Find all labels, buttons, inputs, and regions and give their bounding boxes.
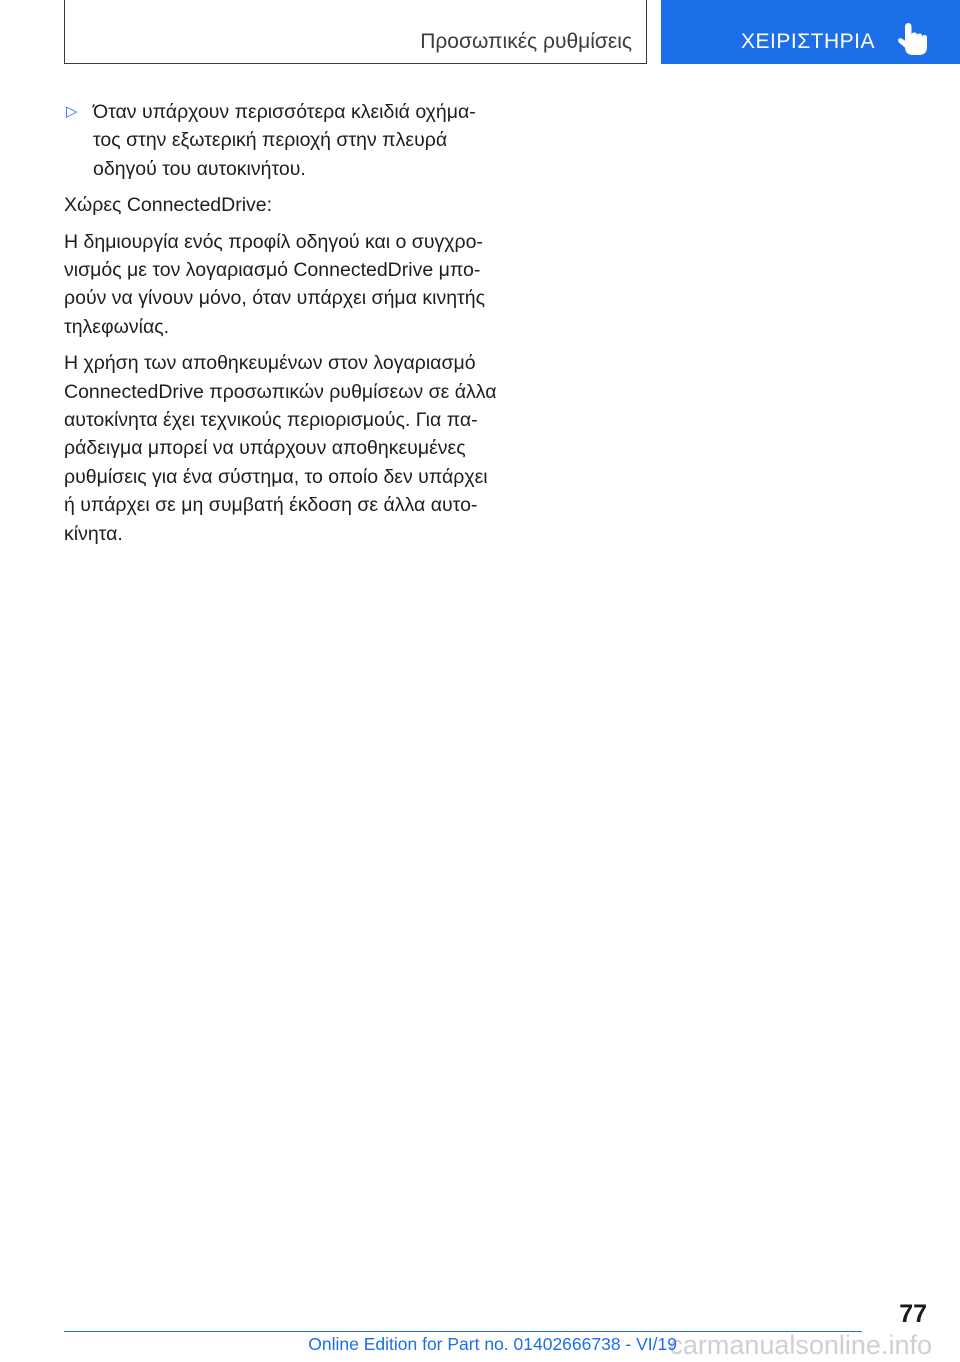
text-line: κίνητα.: [64, 522, 123, 545]
triangle-bullet-icon: ▷: [66, 103, 78, 120]
section-title: Προσωπικές ρυθμίσεις: [420, 30, 632, 53]
hand-pointer-icon: [897, 22, 931, 56]
chapter-tab-label: ΧΕΙΡΙΣΤΗΡΙΑ: [741, 30, 876, 53]
text-line: Η δημιουργία ενός προφίλ οδηγού και ο συγχρο-: [64, 230, 483, 253]
bullet-item: [64, 98, 484, 183]
page-content: [64, 98, 497, 556]
text-line: ή υπάρχει σε μη συμβατή έκδοση σε άλλα αυτο-: [64, 494, 478, 517]
text-line: ράδειγμα μπορεί να υπάρχουν αποθηκευμένες: [64, 437, 466, 460]
text-line: τος στην εξωτερική περιοχή στην πλευρά: [93, 129, 448, 152]
text-line: οδηγού του αυτοκινήτου.: [93, 157, 306, 180]
text-line: ρούν να γίνουν μόνο, όταν υπάρχει σήμα κινητής: [64, 287, 485, 310]
text-line: ConnectedDrive προσωπικών ρυθμίσεων σε άλλα: [64, 380, 497, 403]
paragraph-profile-sync: [64, 228, 484, 342]
chapter-tab[interactable]: [661, 0, 960, 64]
watermark-text: carmanualsonline.info: [669, 1330, 932, 1360]
header-section-box: [64, 0, 647, 64]
paragraph-connecteddrive-countries: [64, 191, 484, 219]
text-line: αυτοκίνητα έχει τεχνικούς περιορισμούς. Για πα-: [64, 409, 478, 432]
text-line: Χώρες ConnectedDrive:: [64, 194, 273, 217]
text-line: Η χρήση των αποθηκευμένων στον λογαριασμό: [64, 352, 476, 375]
edition-text: Online Edition for Part no. 01402666738 - VI/19: [308, 1334, 677, 1354]
text-line: νισμός με τον λογαριασμό ConnectedDrive μπο-: [64, 259, 481, 282]
text-line: Όταν υπάρχουν περισσότερα κλειδιά οχήμα-: [93, 101, 476, 123]
paragraph-settings-restrictions: [64, 349, 497, 548]
text-line: ρυθμίσεις για ένα σύστημα, το οποίο δεν υπάρχει: [64, 465, 488, 488]
page-number: 77: [899, 1300, 927, 1328]
text-line: τηλεφωνίας.: [64, 315, 170, 338]
